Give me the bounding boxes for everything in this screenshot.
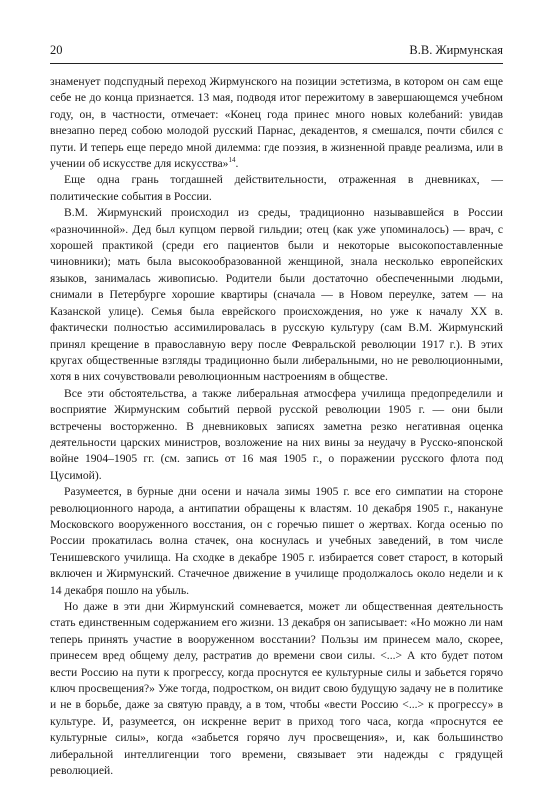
paragraph-end-punctuation: .: [235, 157, 239, 171]
paragraph: Еще одна грань тогдашней действительности, отраженная в дневниках, — политические события в России.: [50, 173, 503, 203]
paragraph: В.М. Жирмунский происходил из среды, традиционно называвшейся в России «разночинной». Дед был купцом первой гильдии; отец (как уже упоминалось) — врач, с хорошей практикой (среди его пациентов были и некоторые высокопоставленные чиновники); мать была высокообразованной женщиной, знала несколько европейских языков, занималась живописью. Родители были достаточно обеспеченными людьми, снимали в Петербурге хорошие квартиры (сначала — в Новом переулке, затем — на Казанской улице). Семья была еврейского происхождения, но уже к началу XX в. фактически полностью ассимилировалась в русскую культуру (сам В.М. Жирмунский принял крещение в православную веру после Февральской революции 1917 г.). В этих кругах общественные взгляды традиционно были либеральными, но не революционными, хотя в них сочувствовали революционным настроениям в обществе.: [50, 206, 503, 384]
paragraph-continued: [50, 74, 503, 172]
footnote-marker: 14: [228, 156, 236, 165]
header-rule: [50, 63, 503, 64]
body-text: [50, 74, 503, 779]
paragraph-text: знаменует подспудный переход Жирмунского на позиции эстетизма, в котором он сам еще себе не до конца признается. 13 мая, подводя итог пережитому в завершающемся учебном году, он, в частности, отмечает: «Конец года принес много новых колебаний: увидав внезапно перед собою молодой русский Парнас, декадентов, я смешался, почти сбился с пути. И теперь еще передо мной дилемма: где поэзия, в жизненной правде реализма, или в учении об искусстве для искусства»: [50, 75, 503, 171]
paragraph: Все эти обстоятельства, а также либеральная атмосфера училища предопределили и восприятие Жирмунским событий первой русской революции 1905 г. — они были встречены восторженно. В дневниковых записях заметна резко негативная оценка деятельности царских министров, возложение на них вины за неудачу в Русско-японской войне 1904–1905 гг. (см. запись от 16 мая 1905 г., о поражении русского флота под Цусимой).: [50, 386, 503, 482]
running-title: В.В. Жирмунская: [409, 43, 503, 57]
page-header: [50, 40, 503, 60]
page-number: 20: [50, 43, 63, 57]
paragraph: Но даже в эти дни Жирмунский сомневается, может ли общественная деятельность стать единственным содержанием его жизни. 13 декабря он записывает: «Но можно ли нам теперь принять участие в вооруженном восстании? Пользы им принесем мало, скорее, принесем вред общему делу, растратив до времени свои силы. <...> А кто будет потом вести Россию на пути к прогрессу, когда проснутся ее культурные силы и забьется горячо ключ просвещения?» Уже тогда, подростком, он видит свою будущую задачу не в политике и не в борьбе, даже за святую правду, а в том, чтобы «вести Россию <...> к прогрессу» в культуре. И, разумеется, он искренне верит в приход того часа, когда «проснутся ее культурные силы», когда «забьется горячо луч просвещения», и, как большинство либеральной интеллигенции того времени, связывает эти надежды с грядущей революцией.: [50, 600, 503, 778]
paragraph: Разумеется, в бурные дни осени и начала зимы 1905 г. все его симпатии на стороне революционного народа, а антипатии обращены к властям. 10 декабря 1905 г., накануне Московского вооруженного восстания, он с горечью пишет о жертвах. Когда осенью по России прокатилась волна стачек, она коснулась и учебных заведений, в том числе Тенишевского училища. На сходке в декабре 1905 г. избирается совет старост, в который включен и Жирмунский. Стачечное движение в училище продолжалось около недели и к 14 декабря пошло на убыль.: [50, 485, 503, 597]
